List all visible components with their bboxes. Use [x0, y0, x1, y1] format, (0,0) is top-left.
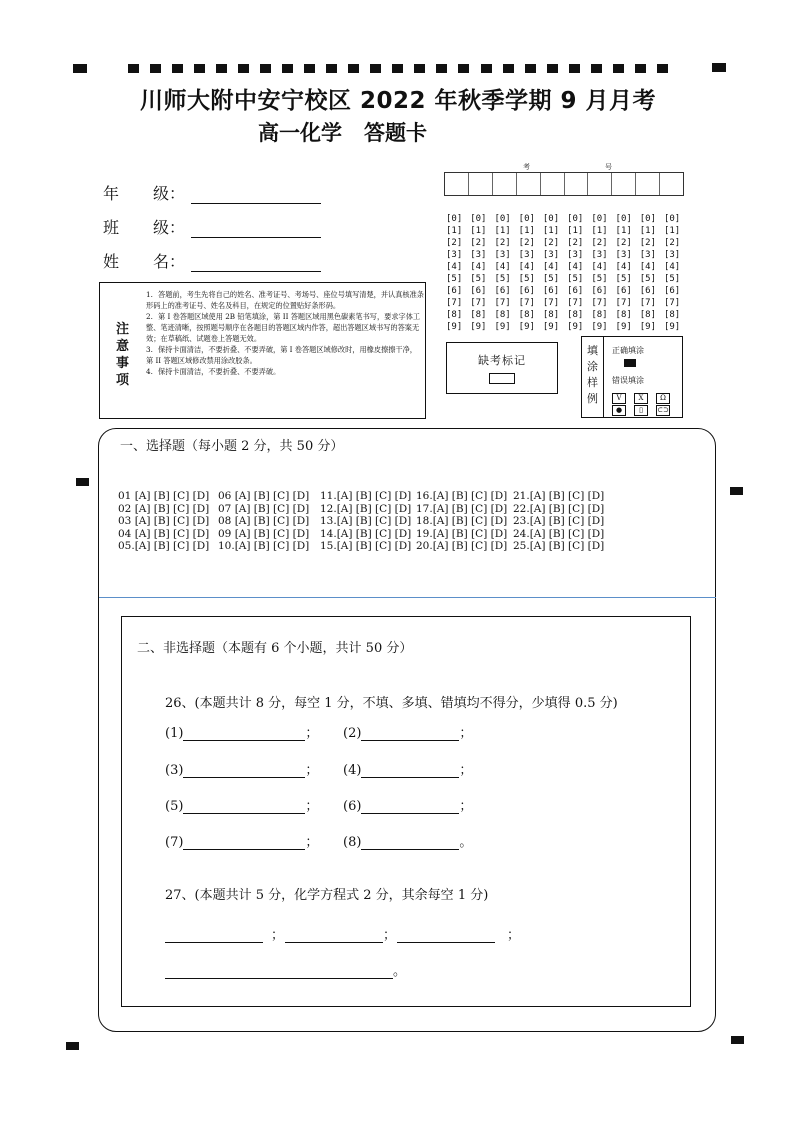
- digit-bubble[interactable]: [2]: [518, 238, 535, 248]
- exam-label-right: 号: [605, 163, 612, 171]
- choice-row[interactable]: 16.[A] [B] [C] [D]: [416, 490, 508, 502]
- digit-bubble[interactable]: [8]: [639, 310, 657, 320]
- answer-line[interactable]: [361, 728, 459, 741]
- notice-label-char: 事: [116, 356, 130, 371]
- choice-row[interactable]: 05.[A] [B] [C] [D]: [118, 540, 210, 553]
- answer-line[interactable]: [165, 930, 263, 943]
- grade-field[interactable]: [103, 181, 321, 204]
- choice-row[interactable]: 07 [A] [B] [C] [D]: [218, 502, 310, 515]
- digit-bubble[interactable]: [3]: [663, 250, 681, 260]
- q26-blank-1[interactable]: [165, 722, 318, 741]
- digit-row[interactable]: [446, 237, 686, 249]
- digit-bubble[interactable]: [2]: [663, 238, 681, 248]
- exam-digit-box[interactable]: [565, 173, 589, 195]
- digit-bubble[interactable]: [6]: [615, 286, 632, 296]
- digit-bubble[interactable]: [0]: [591, 214, 608, 224]
- choice-row[interactable]: 25.[A] [B] [C] [D]: [513, 540, 605, 553]
- wrong-fill-half-icon: ▯: [634, 405, 648, 416]
- q27-title: 27、(本题共计 5 分，化学方程式 2 分，其余每空 1 分): [165, 888, 489, 903]
- digit-bubble[interactable]: [0]: [663, 214, 681, 224]
- digit-bubble[interactable]: [6]: [663, 286, 681, 296]
- blank-end: ；: [383, 928, 397, 943]
- wrong-fill-check-icon: V: [612, 393, 626, 404]
- digit-bubble[interactable]: [4]: [494, 262, 511, 272]
- blank-label: (6): [343, 799, 362, 814]
- digit-bubble[interactable]: [5]: [591, 274, 608, 284]
- digit-bubble[interactable]: [2]: [567, 238, 584, 248]
- digit-bubble[interactable]: [3]: [615, 250, 632, 260]
- digit-bubble[interactable]: [1]: [567, 226, 584, 236]
- field-label-char: 年: [103, 184, 120, 203]
- answer-line[interactable]: [285, 930, 383, 943]
- subject-label: 高一化学: [258, 121, 342, 145]
- digit-bubble[interactable]: [5]: [567, 274, 584, 284]
- digit-bubble[interactable]: [8]: [542, 310, 560, 320]
- absent-mark-box: [446, 342, 558, 394]
- exam-label-left: 考: [523, 163, 530, 171]
- q26-blank-7[interactable]: [165, 831, 318, 850]
- section1-title: 一、选择题（每小题 2 分，共 50 分）: [120, 439, 344, 454]
- blank-end: ；: [305, 726, 319, 741]
- digit-bubble[interactable]: [8]: [494, 310, 511, 320]
- choice-row[interactable]: 01 [A] [B] [C] [D]: [118, 490, 210, 502]
- wrong-fill-label: 错误填涂: [612, 376, 644, 385]
- q26-title: 26、(本题共计 8 分，每空 1 分，不填、多填、错填均不得分，少填得 0.5 分): [165, 696, 618, 711]
- exam-digit-box[interactable]: [612, 173, 636, 195]
- section-divider: [99, 597, 716, 598]
- digit-bubble[interactable]: [3]: [567, 250, 584, 260]
- notice-number: 1.: [146, 290, 153, 299]
- digit-bubble[interactable]: [5]: [663, 274, 681, 284]
- choice-row[interactable]: 13.[A] [B] [C] [D]: [320, 515, 412, 528]
- choice-row[interactable]: 02 [A] [B] [C] [D]: [118, 502, 210, 515]
- blank-end: 。: [459, 835, 473, 850]
- notice-item: [146, 366, 424, 377]
- q26-blank-2[interactable]: [343, 722, 472, 741]
- field-label: 名：: [153, 252, 186, 271]
- section2-title: 二、非选择题（本题有 6 个小题，共计 50 分）: [137, 641, 413, 656]
- choice-row[interactable]: 19.[A] [B] [C] [D]: [416, 527, 508, 540]
- digit-bubble[interactable]: [2]: [639, 238, 657, 248]
- choice-row[interactable]: 03 [A] [B] [C] [D]: [118, 515, 210, 528]
- digit-bubble[interactable]: [6]: [591, 286, 608, 296]
- name-field[interactable]: [103, 249, 321, 272]
- notice-list: [132, 289, 430, 377]
- answer-line[interactable]: [361, 765, 459, 778]
- digit-bubble[interactable]: [5]: [615, 274, 632, 284]
- choice-row[interactable]: 23.[A] [B] [C] [D]: [513, 515, 605, 528]
- digit-bubble[interactable]: [3]: [518, 250, 535, 260]
- answer-line[interactable]: [361, 837, 459, 850]
- digit-bubble[interactable]: [4]: [591, 262, 608, 272]
- corner-mark-top-right: [712, 63, 726, 72]
- choice-row[interactable]: 20.[A] [B] [C] [D]: [416, 540, 508, 553]
- answer-line[interactable]: [361, 801, 459, 814]
- field-label: 级：: [153, 218, 186, 237]
- choice-row[interactable]: 24.[A] [B] [C] [D]: [513, 527, 605, 540]
- answer-line[interactable]: [165, 966, 393, 979]
- digit-bubble[interactable]: [0]: [567, 214, 584, 224]
- digit-bubble[interactable]: [4]: [615, 262, 632, 272]
- digit-bubble[interactable]: [2]: [542, 238, 560, 248]
- digit-bubble[interactable]: [6]: [542, 286, 560, 296]
- notice-text: 第 I 卷答题区域使用 2B 铅笔填涂，第 II 答题区域用黑色碳素笔书写，要求字体工整、笔迹清晰，按照题号顺序在各题目的答题区域内作答，超出答题区域书写的答案无效；在草稿纸、试题卷上答题无效。: [146, 312, 421, 343]
- fill-label-char: 样: [587, 376, 598, 389]
- blank-end: ；: [305, 835, 319, 850]
- exam-digit-box[interactable]: [636, 173, 660, 195]
- exam-digit-box[interactable]: [493, 173, 517, 195]
- digit-bubble[interactable]: [3]: [470, 250, 487, 260]
- digit-bubble[interactable]: [0]: [494, 214, 511, 224]
- side-mark-left: [76, 478, 89, 486]
- notice-label-char: 项: [116, 373, 130, 388]
- page-subtitle: [258, 117, 427, 147]
- choice-row[interactable]: 17.[A] [B] [C] [D]: [416, 502, 508, 515]
- answer-line[interactable]: [183, 801, 305, 814]
- choice-row[interactable]: 09 [A] [B] [C] [D]: [218, 527, 310, 540]
- wrong-fill-outline-icon: ⊂⊃: [657, 406, 669, 414]
- blank-end: ；: [459, 799, 473, 814]
- q27-blank-1[interactable]: [165, 924, 284, 943]
- blank-label: (2): [343, 726, 362, 741]
- blank-label: (4): [343, 763, 362, 778]
- digit-bubble[interactable]: [4]: [470, 262, 487, 272]
- blank-label: (5): [165, 799, 184, 814]
- digit-bubble[interactable]: [0]: [518, 214, 535, 224]
- field-label-char: 班: [103, 218, 120, 237]
- digit-bubble[interactable]: [3]: [494, 250, 511, 260]
- choice-column[interactable]: [416, 490, 507, 553]
- exam-digit-box[interactable]: [660, 173, 683, 195]
- digit-bubble[interactable]: [9]: [615, 322, 632, 332]
- digit-bubble[interactable]: [8]: [518, 310, 535, 320]
- fill-label-char: 涂: [587, 360, 598, 373]
- choice-row[interactable]: 18.[A] [B] [C] [D]: [416, 515, 508, 528]
- digit-row[interactable]: [446, 285, 686, 297]
- notice-text: 答题前，考生先将自己的姓名、准考证号、考场号、座位号填写清楚，并认真核准条形码上的准考证号、姓名及科目，在规定的位置贴好条形码。: [146, 290, 424, 310]
- digit-bubble[interactable]: [1]: [615, 226, 632, 236]
- wrong-fill-cross-icon: X: [634, 393, 648, 404]
- q26-blank-6[interactable]: [343, 795, 472, 814]
- digit-bubble[interactable]: [6]: [639, 286, 657, 296]
- q26-blank-3[interactable]: [165, 759, 318, 778]
- digit-bubble[interactable]: [0]: [639, 214, 657, 224]
- digit-bubble[interactable]: [5]: [470, 274, 487, 284]
- name-input-line[interactable]: [191, 257, 321, 272]
- q26-blank-8[interactable]: [343, 831, 472, 850]
- blank-label: (1): [165, 726, 184, 741]
- blank-end: ；: [305, 763, 319, 778]
- notice-label-char: 意: [116, 339, 130, 354]
- choice-row[interactable]: 06 [A] [B] [C] [D]: [218, 490, 310, 502]
- digit-bubble[interactable]: [4]: [518, 262, 535, 272]
- corner-mark-bottom-left: [66, 1042, 79, 1050]
- blank-end: ；: [305, 799, 319, 814]
- digit-bubble[interactable]: [6]: [518, 286, 535, 296]
- choice-row[interactable]: 15.[A] [B] [C] [D]: [320, 540, 412, 553]
- exam-digit-box[interactable]: [588, 173, 612, 195]
- top-timing-marks: [128, 64, 668, 74]
- digit-row[interactable]: [446, 309, 686, 321]
- digit-bubble[interactable]: [4]: [567, 262, 584, 272]
- blank-label: (3): [165, 763, 184, 778]
- digit-bubble[interactable]: [7]: [518, 298, 535, 308]
- digit-bubble[interactable]: [8]: [615, 310, 632, 320]
- digit-row[interactable]: [446, 213, 686, 225]
- choice-row[interactable]: 12.[A] [B] [C] [D]: [320, 502, 412, 515]
- notice-item: [146, 311, 424, 344]
- digit-bubble[interactable]: [8]: [470, 310, 487, 320]
- q27-blank-4[interactable]: [165, 960, 406, 979]
- digit-bubble[interactable]: [7]: [446, 298, 463, 308]
- digit-bubble[interactable]: [5]: [542, 274, 560, 284]
- answer-line[interactable]: [183, 728, 305, 741]
- digit-bubble[interactable]: [1]: [591, 226, 608, 236]
- q26-blank-4[interactable]: [343, 759, 472, 778]
- digit-bubble[interactable]: [3]: [639, 250, 657, 260]
- field-label-char: 姓: [103, 252, 120, 271]
- notice-label-char: 注: [116, 322, 130, 337]
- blank-end: 。: [393, 964, 407, 979]
- notice-number: 4.: [146, 367, 153, 376]
- digit-bubble[interactable]: [6]: [470, 286, 487, 296]
- grade-input-line[interactable]: [191, 189, 321, 204]
- digit-bubble[interactable]: [1]: [518, 226, 535, 236]
- digit-bubble[interactable]: [7]: [591, 298, 608, 308]
- blank-label: (8): [343, 835, 362, 850]
- digit-bubble[interactable]: [2]: [494, 238, 511, 248]
- notice-label: [116, 321, 130, 389]
- fill-label-char: 填: [587, 344, 598, 357]
- digit-bubble[interactable]: [9]: [470, 322, 487, 332]
- digit-bubble[interactable]: [7]: [663, 298, 681, 308]
- digit-bubble[interactable]: [5]: [446, 274, 463, 284]
- wrong-fill-circle-icon: Ω: [656, 393, 670, 404]
- digit-bubble[interactable]: [7]: [542, 298, 560, 308]
- corner-mark-bottom-right: [731, 1036, 744, 1044]
- digit-bubble[interactable]: [7]: [470, 298, 487, 308]
- correct-fill-label: 正确填涂: [612, 346, 644, 355]
- choice-row[interactable]: 22.[A] [B] [C] [D]: [513, 502, 605, 515]
- choice-row[interactable]: 21.[A] [B] [C] [D]: [513, 490, 605, 502]
- exam-digit-box[interactable]: [517, 173, 541, 195]
- wrong-fill-dot-icon: ●: [612, 405, 626, 416]
- fill-example-box: [581, 336, 683, 418]
- digit-bubble[interactable]: [9]: [663, 322, 681, 332]
- answer-line[interactable]: [183, 765, 305, 778]
- digit-row[interactable]: [446, 225, 686, 237]
- digit-bubble[interactable]: [9]: [494, 322, 511, 332]
- digit-bubble[interactable]: [5]: [518, 274, 535, 284]
- digit-bubble[interactable]: [9]: [518, 322, 535, 332]
- blank-end: ；: [459, 726, 473, 741]
- digit-bubble[interactable]: [4]: [663, 262, 681, 272]
- digit-bubble[interactable]: [8]: [663, 310, 681, 320]
- q27-blank-2[interactable]: [285, 924, 396, 943]
- digit-row[interactable]: [446, 261, 686, 273]
- digit-row[interactable]: [446, 273, 686, 285]
- digit-bubble[interactable]: [3]: [591, 250, 608, 260]
- digit-bubble[interactable]: [9]: [542, 322, 560, 332]
- choice-row[interactable]: 08 [A] [B] [C] [D]: [218, 515, 310, 528]
- digit-bubble[interactable]: [1]: [639, 226, 657, 236]
- exam-digit-box[interactable]: [469, 173, 493, 195]
- absent-mark-label: 缺考标记: [478, 354, 526, 367]
- digit-bubble[interactable]: [8]: [567, 310, 584, 320]
- exam-digit-box[interactable]: [541, 173, 565, 195]
- digit-bubble[interactable]: [9]: [591, 322, 608, 332]
- q27-blank-3[interactable]: [397, 924, 520, 943]
- digit-bubble[interactable]: [6]: [446, 286, 463, 296]
- choice-column[interactable]: [513, 490, 604, 553]
- digit-bubble[interactable]: [0]: [446, 214, 463, 224]
- blank-end: ；: [459, 763, 473, 778]
- digit-bubble[interactable]: [2]: [615, 238, 632, 248]
- digit-bubble[interactable]: [0]: [542, 214, 560, 224]
- digit-bubble[interactable]: [2]: [591, 238, 608, 248]
- page-title: 川师大附中安宁校区 2022 年秋季学期 9 月月考: [140, 88, 657, 114]
- notice-box: [99, 282, 426, 419]
- choice-row[interactable]: 04 [A] [B] [C] [D]: [118, 527, 210, 540]
- digit-row[interactable]: [446, 249, 686, 261]
- choice-row[interactable]: 11.[A] [B] [C] [D]: [320, 490, 412, 502]
- choice-row[interactable]: 10.[A] [B] [C] [D]: [218, 540, 310, 553]
- digit-bubble[interactable]: [1]: [446, 226, 463, 236]
- choice-column[interactable]: [320, 490, 411, 553]
- absent-mark-bubble[interactable]: [489, 373, 515, 384]
- digit-bubble[interactable]: [6]: [494, 286, 511, 296]
- exam-digit-box[interactable]: [445, 173, 469, 195]
- digit-row[interactable]: [446, 321, 686, 333]
- digit-bubble[interactable]: [1]: [470, 226, 487, 236]
- notice-item: [146, 289, 424, 311]
- digit-bubble[interactable]: [4]: [542, 262, 560, 272]
- correct-fill-sample: [624, 359, 636, 367]
- notice-text: 保持卡面清洁，不要折叠、不要弄破，第 I 卷答题区域修改时，用橡皮擦擦干净，第 II 答题区域修改禁用涂改胶条。: [146, 345, 417, 365]
- notice-text: 保持卡面清洁，不要折叠、不要弄破。: [158, 367, 281, 376]
- digit-bubble[interactable]: [2]: [446, 238, 463, 248]
- class-input-line[interactable]: [191, 223, 321, 238]
- digit-bubble[interactable]: [3]: [542, 250, 560, 260]
- class-field[interactable]: [103, 215, 321, 238]
- choice-column[interactable]: [118, 490, 209, 553]
- digit-bubble[interactable]: [9]: [446, 322, 463, 332]
- answer-line[interactable]: [397, 930, 495, 943]
- notice-number: 2.: [146, 312, 153, 321]
- card-label: 答题卡: [364, 121, 427, 145]
- field-label: 级：: [153, 184, 186, 203]
- digit-bubble[interactable]: [5]: [639, 274, 657, 284]
- digit-bubble[interactable]: [9]: [567, 322, 584, 332]
- exam-number-bubble-grid[interactable]: [446, 213, 686, 333]
- digit-bubble[interactable]: [4]: [639, 262, 657, 272]
- digit-bubble[interactable]: [7]: [494, 298, 511, 308]
- blank-label: (7): [165, 835, 184, 850]
- side-mark-right: [730, 487, 743, 495]
- digit-bubble[interactable]: [6]: [567, 286, 584, 296]
- digit-bubble[interactable]: [7]: [615, 298, 632, 308]
- digit-bubble[interactable]: [2]: [470, 238, 487, 248]
- digit-bubble[interactable]: [7]: [567, 298, 584, 308]
- digit-bubble[interactable]: [1]: [542, 226, 560, 236]
- digit-bubble[interactable]: [1]: [663, 226, 681, 236]
- digit-bubble[interactable]: [9]: [639, 322, 657, 332]
- digit-bubble[interactable]: [4]: [446, 262, 463, 272]
- blank-end: ；: [507, 928, 521, 943]
- digit-bubble[interactable]: [7]: [639, 298, 657, 308]
- digit-bubble[interactable]: [8]: [446, 310, 463, 320]
- digit-bubble[interactable]: [1]: [494, 226, 511, 236]
- choice-row[interactable]: 14.[A] [B] [C] [D]: [320, 527, 412, 540]
- blank-end: ；: [271, 928, 285, 943]
- choice-column[interactable]: [218, 490, 309, 553]
- digit-bubble[interactable]: [0]: [615, 214, 632, 224]
- notice-number: 3.: [146, 345, 153, 354]
- digit-bubble[interactable]: [5]: [494, 274, 511, 284]
- fill-label-char: 例: [587, 392, 598, 405]
- q26-blank-5[interactable]: [165, 795, 318, 814]
- corner-mark-top-left: [73, 64, 87, 73]
- digit-bubble[interactable]: [0]: [470, 214, 487, 224]
- exam-number-boxes[interactable]: [444, 172, 684, 196]
- digit-bubble[interactable]: [8]: [591, 310, 608, 320]
- digit-row[interactable]: [446, 297, 686, 309]
- digit-bubble[interactable]: [3]: [446, 250, 463, 260]
- notice-item: [146, 344, 424, 366]
- fill-example-label: [582, 337, 604, 417]
- answer-line[interactable]: [183, 837, 305, 850]
